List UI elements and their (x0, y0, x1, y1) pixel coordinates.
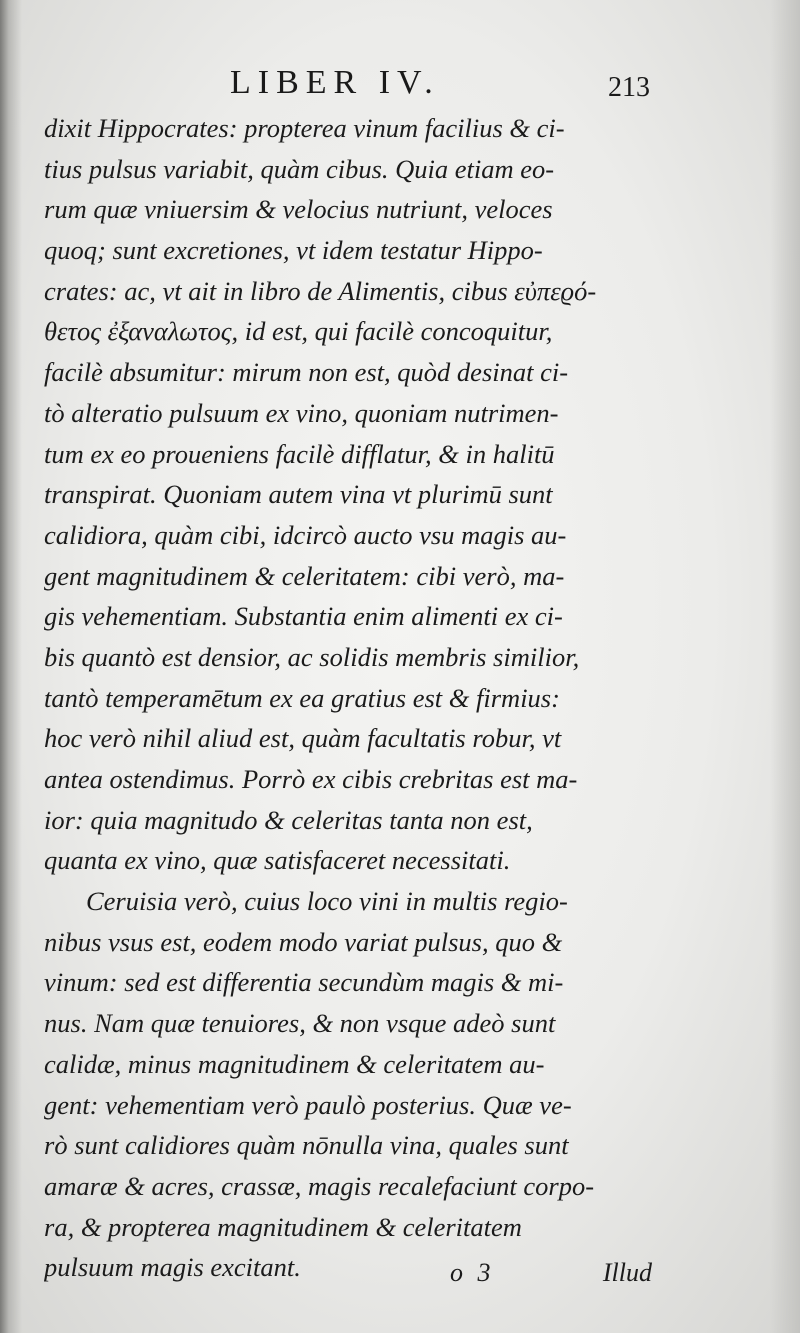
text-line: gent magnitudinem & celeritatem: cibi verò, ma- (44, 560, 565, 591)
text-line: tantò temperamētum ex ea gratius est & firmius: (44, 682, 560, 713)
gutter-shadow (0, 0, 22, 1333)
text-line: gent: vehementiam verò paulò posterius. Quæ ve- (44, 1089, 572, 1120)
page-edge-shading (770, 0, 800, 1333)
signature-mark: o 3 (450, 1258, 495, 1287)
text-line: gis vehementiam. Substantia enim alimenti ex ci- (44, 601, 563, 632)
text-line: tò alteratio pulsuum ex vino, quoniam nutrimen- (44, 397, 559, 428)
text-line: pulsuum magis excitant. (44, 1252, 301, 1283)
text-line: ra, & propterea magnitudinem & celeritatem (44, 1211, 522, 1242)
text-line: θετος ἐξαναλωτος, id est, qui facilè concoquitur, (44, 316, 553, 347)
text-line: nibus vsus est, eodem modo variat pulsus, quo & (44, 926, 563, 957)
text-line: ior: quia magnitudo & celeritas tanta non est, (44, 804, 533, 835)
page-number: 213 (608, 72, 650, 103)
page-header (40, 64, 650, 108)
text-line: transpirat. Quoniam autem vina vt plurimū sunt (44, 479, 553, 510)
text-line: rum quæ vniuersim & velocius nutriunt, veloces (44, 194, 553, 225)
text-line: calidæ, minus magnitudinem & celeritatem au- (44, 1048, 545, 1079)
text-line: dixit Hippocrates: propterea vinum facilius & ci- (44, 113, 565, 143)
page-footer (40, 1258, 652, 1292)
body-text (44, 108, 654, 1288)
text-line: bis quantò est densior, ac solidis membris similior, (44, 641, 580, 672)
running-head: LIBER IV. (230, 64, 440, 101)
text-line: vinum: sed est differentia secundùm magis & mi- (44, 967, 564, 998)
text-line: crates: ac, vt ait in libro de Alimentis, cibus εὐπεϱό- (44, 275, 597, 306)
text-line: tum ex eo proueniens facilè difflatur, & in halitū (44, 438, 555, 469)
text-line: facilè absumitur: mirum non est, quòd desinat ci- (44, 357, 569, 388)
text-line: quoq; sunt excretiones, vt idem testatur Hippo- (44, 235, 543, 266)
text-line: calidiora, quàm cibi, idcircò aucto vsu magis au- (44, 519, 567, 550)
text-line: antea ostendimus. Porrò ex cibis crebritas est ma- (44, 764, 578, 794)
text-line: hoc verò nihil aliud est, quàm facultatis robur, vt (44, 723, 562, 754)
text-line: amaræ & acres, crassæ, magis recalefaciunt corpo- (44, 1170, 595, 1201)
text-line: quanta ex vino, quæ satisfaceret necessitati. (44, 845, 511, 876)
text-line-paragraph-start: Ceruisia verò, cuius loco vini in multis regio- (86, 886, 568, 917)
text-line: rò sunt calidiores quàm nōnulla vina, quales sunt (44, 1130, 569, 1161)
catchword: Illud (602, 1258, 652, 1287)
text-line: tius pulsus variabit, quàm cibus. Quia etiam eo- (44, 153, 555, 184)
text-line: nus. Nam quæ tenuiores, & non vsque adeò sunt (44, 1008, 556, 1039)
